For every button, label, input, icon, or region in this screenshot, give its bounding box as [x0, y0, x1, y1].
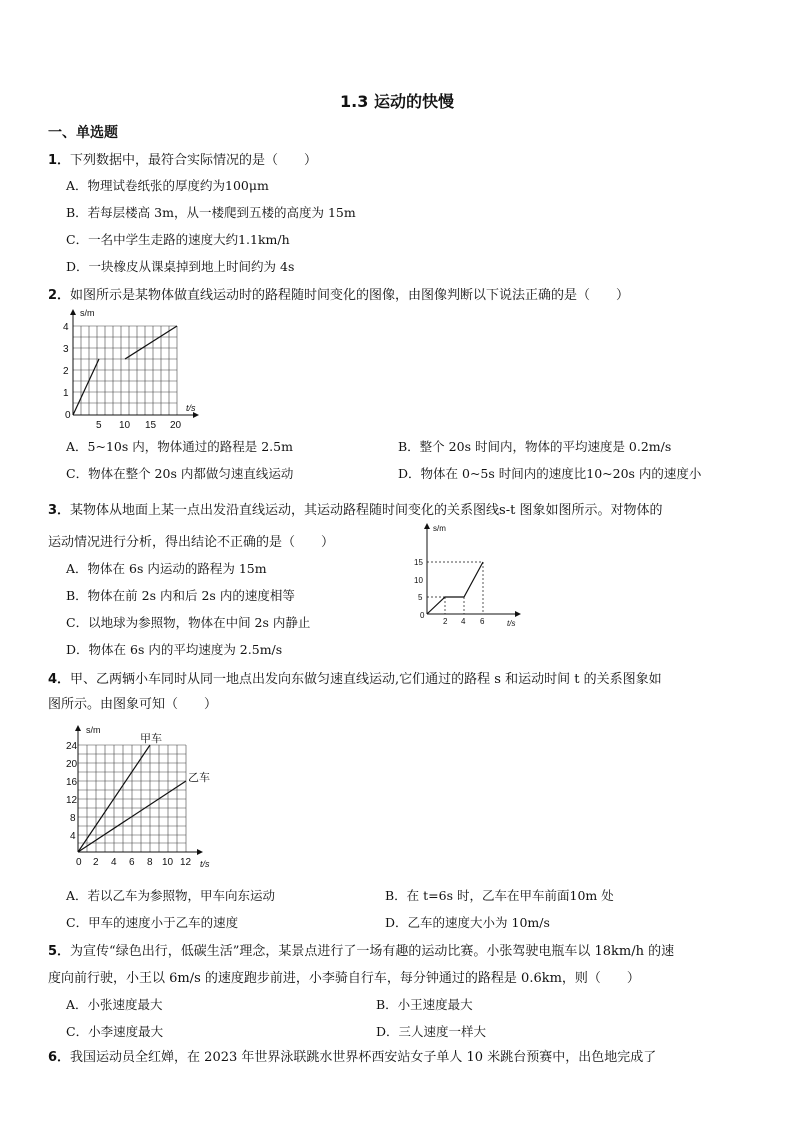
y-tick-label: 12 [66, 795, 78, 806]
question-number: 6． [48, 1050, 71, 1065]
segment-1 [73, 359, 99, 415]
origin-label: 0 [65, 410, 71, 421]
x-tick-label: 20 [170, 420, 182, 431]
y-tick-label: 4 [70, 831, 76, 842]
x-tick-label: 10 [162, 857, 174, 868]
question-text: 为宣传“绿色出行，低碳生活”理念，某景点进行了一场有趣的运动比赛。小张驾驶电瓶车以 18km/h 的速 [70, 944, 675, 959]
y-tick-label: 8 [70, 813, 76, 824]
y-axis-label: s/m [80, 308, 95, 318]
question-text: 如图所示是某物体做直线运动时的路程随时间变化的图像，由图像判断以下说法正确的是（ ） [70, 288, 630, 303]
y-tick-label: 16 [66, 777, 78, 788]
y-tick-label: 15 [414, 558, 423, 567]
q3-option-c[interactable]: C．以地球为参照物，物体在中间 2s 内静止 [66, 615, 311, 630]
q4-option-a[interactable]: A．若以乙车为参照物，甲车向东运动 [66, 888, 276, 903]
q3-option-a[interactable]: A．物体在 6s 内运动的路程为 15m [66, 561, 267, 576]
q3-option-d[interactable]: D．物体在 6s 内的平均速度为 2.5m/s [66, 642, 283, 657]
q2-option-a[interactable]: A．5~10s 内，物体通过的路程是 2.5m [66, 439, 293, 454]
series-b-label: 乙车 [188, 772, 210, 784]
x-tick-label: 4 [461, 617, 466, 626]
question-text: 甲、乙两辆小车同时从同一地点出发向东做匀速直线运动,它们通过的路程 s 和运动时间 t 的关系图象如 [70, 672, 662, 687]
q2-st-graph [56, 304, 216, 432]
question-number: 5． [48, 944, 71, 959]
y-tick-label: 1 [63, 388, 69, 399]
x-tick-label: 2 [443, 617, 448, 626]
x-tick-label: 6 [480, 617, 485, 626]
origin-label: 0 [76, 857, 82, 868]
y-tick-label: 20 [66, 759, 78, 770]
y-tick-label: 5 [418, 593, 423, 602]
question-5 [48, 940, 674, 959]
question-number: 3． [48, 503, 71, 518]
y-axis-label: s/m [433, 524, 446, 533]
x-tick-label: 15 [145, 420, 157, 431]
question-4-line2: 图所示。由图象可知（ ） [48, 697, 218, 712]
q5-option-c[interactable]: C．小李速度最大 [66, 1024, 164, 1039]
x-tick-label: 10 [119, 420, 131, 431]
x-tick-label: 5 [96, 420, 102, 431]
y-tick-label: 24 [66, 741, 78, 752]
y-tick-label: 3 [63, 344, 69, 355]
q1-option-c[interactable]: C．一名中学生走路的速度大约1.1km/h [66, 232, 290, 247]
question-text: 我国运动员全红婵，在 2023 年世界泳联跳水世界杯西安站女子单人 10 米跳台预赛中，出色地完成了 [70, 1050, 657, 1065]
grid [73, 326, 177, 415]
q5-option-a[interactable]: A．小张速度最大 [66, 997, 163, 1012]
q5-option-b[interactable]: B．小王速度最大 [376, 997, 473, 1012]
x-tick-label: 6 [129, 857, 135, 868]
x-tick-label: 12 [180, 857, 192, 868]
y-tick-label: 10 [414, 576, 423, 585]
q4-st-graph [60, 718, 230, 874]
question-1 [48, 149, 317, 168]
series-a-label: 甲车 [140, 733, 162, 745]
question-3 [48, 499, 662, 518]
x-tick-label: 4 [111, 857, 117, 868]
q3-st-graph [405, 522, 525, 630]
question-4 [48, 668, 662, 687]
q4-option-c[interactable]: C．甲车的速度小于乙车的速度 [66, 915, 239, 930]
q5-option-d[interactable]: D．三人速度一样大 [376, 1024, 487, 1039]
question-6 [48, 1046, 656, 1065]
q2-option-d[interactable]: D．物体在 0~5s 时间内的速度比10~20s 内的速度小 [398, 466, 702, 481]
x-axis-label: t/s [186, 403, 196, 413]
question-number: 1． [48, 153, 71, 168]
y-axis-label: s/m [86, 725, 101, 735]
question-text: 某物体从地面上某一点出发沿直线运动，其运动路程随时间变化的关系图线s-t 图象如图所示。对物体的 [70, 503, 663, 518]
x-axis-label: t/s [200, 859, 210, 869]
y-tick-label: 2 [63, 366, 69, 377]
question-3-line2: 运动情况进行分析，得出结论不正确的是（ ） [48, 535, 335, 550]
q4-option-b[interactable]: B．在 t=6s 时，乙车在甲车前面10m 处 [385, 888, 614, 903]
question-number: 4． [48, 672, 71, 687]
x-tick-label: 2 [93, 857, 99, 868]
page-title: 1.3 运动的快慢 [340, 92, 454, 111]
q2-option-c[interactable]: C．物体在整个 20s 内都做匀速直线运动 [66, 466, 294, 481]
q1-option-b[interactable]: B．若每层楼高 3m，从一楼爬到五楼的高度为 15m [66, 205, 356, 220]
s-t-line [427, 562, 483, 614]
y-tick-label: 4 [63, 322, 69, 333]
q1-option-d[interactable]: D．一块橡皮从课桌掉到地上时间约为 4s [66, 259, 295, 274]
x-tick-label: 8 [147, 857, 153, 868]
q4-option-d[interactable]: D．乙车的速度大小为 10m/s [385, 915, 550, 930]
q3-option-b[interactable]: B．物体在前 2s 内和后 2s 内的速度相等 [66, 588, 295, 603]
question-5-line2: 度向前行驶，小王以 6m/s 的速度跑步前进，小李骑自行车，每分钟通过的路程是 0.6km，则（ ） [48, 971, 640, 986]
question-number: 2． [48, 288, 71, 303]
section-heading: 一、单选题 [48, 125, 118, 141]
question-text: 下列数据中，最符合实际情况的是（ ） [70, 153, 318, 168]
q1-option-a[interactable]: A．物理试卷纸张的厚度约为100μm [66, 178, 269, 193]
question-2 [48, 284, 629, 303]
grid [78, 745, 186, 852]
x-axis-label: t/s [507, 619, 516, 628]
q2-option-b[interactable]: B．整个 20s 时间内，物体的平均速度是 0.2m/s [398, 439, 672, 454]
origin-label: 0 [420, 611, 425, 620]
